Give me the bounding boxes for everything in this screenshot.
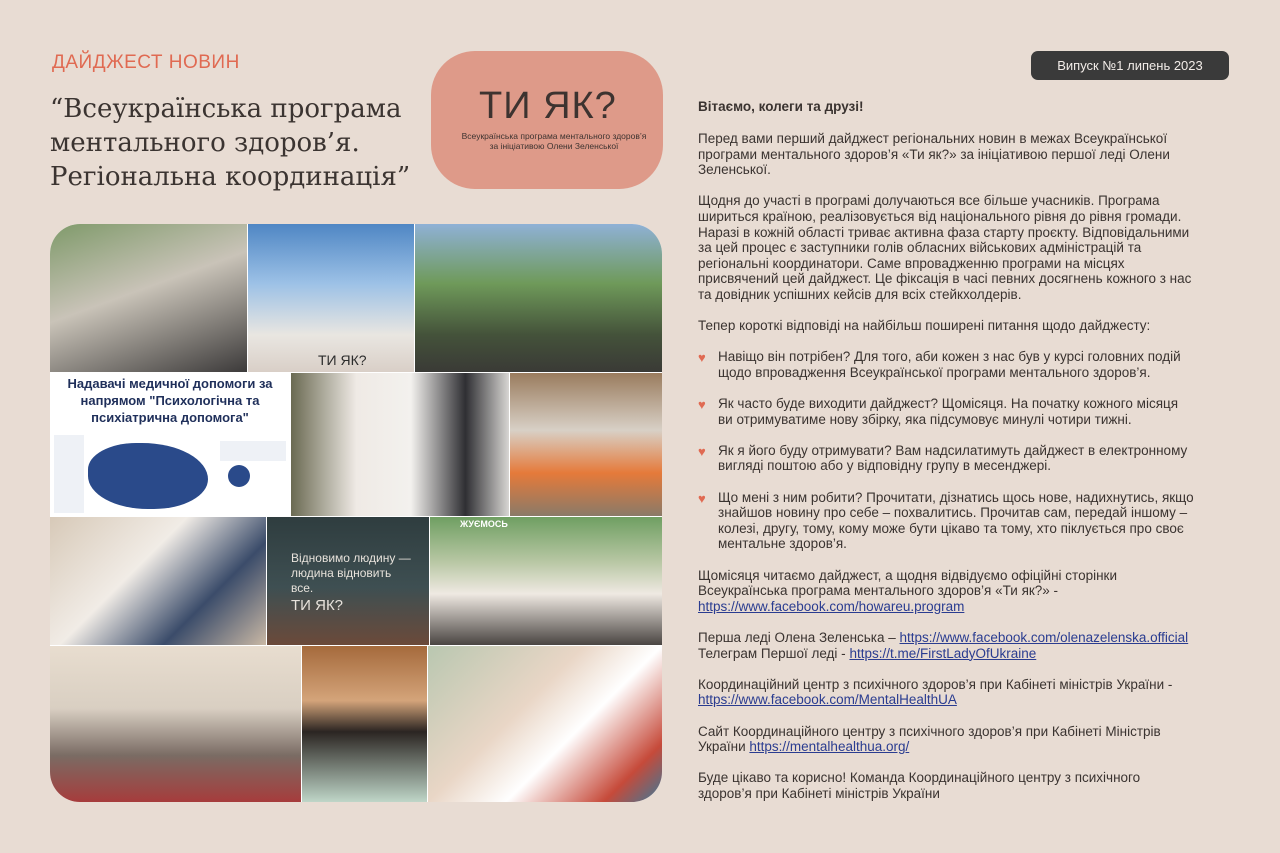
coordination-center-paragraph	[698, 677, 1230, 708]
photo-presentation-screen	[267, 517, 429, 645]
digest-body	[698, 131, 1230, 817]
faq-item	[698, 443, 1230, 474]
coordination-center-text: Координаційний центр з психічного здоров’я при Кабінеті міністрів України -	[698, 676, 1173, 692]
infographic-title: Надавачі медичної допомоги за напрямом "Психологічна та психіатрична допомога"	[67, 376, 273, 425]
infographic-pie	[228, 465, 250, 487]
telegram-text: Телеграм Першої леді -	[698, 645, 850, 661]
photo-group-prosthetics	[415, 224, 662, 372]
official-pages-paragraph	[698, 568, 1230, 615]
heart-check-icon: ♥	[698, 490, 706, 506]
mentalhealthua-facebook-link[interactable]: https://www.facebook.com/MentalHealthUA	[698, 692, 957, 708]
heart-check-icon: ♥	[698, 443, 706, 459]
photo-collage	[50, 224, 662, 802]
infographic-stats	[220, 441, 286, 461]
screen-slogan: Відновимо людину — людина відновить все.	[291, 551, 411, 595]
photo-workshop-table	[50, 517, 266, 645]
mentalhealthua-site-link[interactable]: https://mentalhealthua.org/	[749, 739, 910, 755]
first-lady-text: Перша леді Олена Зеленська –	[698, 630, 900, 645]
wall-caption: ЖУЄМОСЬ	[460, 519, 508, 529]
first-lady-facebook-link[interactable]: https://www.facebook.com/olenazelenska.official	[899, 630, 1189, 645]
faq-text: Як я його буду отримувати? Вам надсилатимуть дайджест в електронному вигляді поштою або у відповідну групу в месенджері.	[718, 442, 1188, 474]
faq-text: Як часто буде виходити дайджест? Щомісяця. На початку кожного місяця ви отримуватиме нову збірку, яка підсумовує минулі чотири тижні.	[718, 396, 1179, 427]
providers-map-infographic	[50, 373, 290, 516]
digest-kicker: ДАЙДЖЕСТ НОВИН	[52, 52, 240, 73]
issue-badge: Випуск №1 липень 2023	[1031, 51, 1229, 80]
photo-officials-meeting	[291, 373, 509, 516]
website-paragraph	[698, 724, 1230, 755]
photo-panel-discussion	[430, 517, 662, 645]
official-pages-text: Щомісяця читаємо дайджест, а щодня відвідуємо офіційні сторінки Всеукраїнська програма ментального здоров’я «Ти як?» -	[698, 567, 1118, 599]
first-lady-paragraph	[698, 630, 1230, 661]
photo-women-outdoors	[50, 224, 247, 372]
page-title: “Всеукраїнська програма ментального здоров’я. Регіональна координація”	[50, 94, 411, 192]
heart-check-icon: ♥	[698, 397, 706, 413]
faq-item	[698, 490, 1230, 552]
closing-paragraph: Буде цікаво та корисно! Команда Координаційного центру з психічного здоров’я при Кабінеті міністрів України	[698, 770, 1141, 801]
program-logo	[431, 51, 663, 189]
faq-item	[698, 396, 1230, 427]
tshirt-caption: ТИ ЯК?	[318, 352, 367, 368]
heart-check-icon: ♥	[698, 350, 706, 366]
photo-pottery-wheel	[510, 373, 662, 516]
photo-veteran-medal	[248, 224, 414, 372]
photo-boy-painting	[428, 646, 662, 802]
faq-intro: Тепер короткі відповіді на найбільш поширені питання щодо дайджесту:	[698, 318, 1151, 334]
photo-speaker-microphone	[302, 646, 427, 802]
intro-paragraph: Перед вами перший дайджест регіональних новин в межах Всеукраїнської програми ментального здоров’я «Ти як?» за ініціативою першої леді Олени Зеленської.	[698, 131, 1170, 178]
program-facebook-link[interactable]: https://www.facebook.com/howareu.program	[698, 598, 965, 614]
logo-wordmark: ТИ ЯК?	[479, 85, 617, 127]
ukraine-map	[88, 443, 208, 509]
faq-item	[698, 349, 1230, 380]
faq-text: Що мені з ним робити? Прочитати, дізнатись щось нове, надихнутись, якщо знайшов новину про себе – похвалитись. Прочитав сам, передай іншому – колезі, другу, тому, кому може бути цікаво та тому, хто піклується про своє ментальне здоров’я.	[718, 489, 1194, 552]
infographic-sidebar	[54, 435, 84, 513]
website-text: Сайт Координаційного центру з психічного здоров’я при Кабінеті Міністрів України	[698, 723, 1161, 755]
program-paragraph: Щодня до участі в програмі долучаються все більше учасників. Програма шириться країною, реалізовується від національного рівня до рівня громади. Наразі в кожній області триває активна фаза старту проєкту. Відповідальними за цей процес є заступники голів обласних військових адміністрацій та регіональні координатори. Саме впровадженню програми на місцях присвячений цей дайджест. Це фіксація в часі певних досягнень кожного з нас та довідник успішних кейсів для всіх стейкхолдерів.	[698, 193, 1192, 302]
first-lady-telegram-link[interactable]: https://t.me/FirstLadyOfUkraine	[849, 645, 1037, 661]
greeting: Вітаємо, колеги та друзі!	[698, 99, 864, 114]
photo-conference-group	[50, 646, 301, 802]
faq-text: Навіщо він потрібен? Для того, аби кожен з нас був у курсі головних подій щодо впровадження Всеукраїнської програми ментального здоров’я.	[718, 349, 1181, 380]
screen-logo: ТИ ЯК?	[291, 597, 344, 614]
logo-subtitle: Всеукраїнська програма ментального здоров’я за ініціативою Олени Зеленської	[461, 131, 647, 151]
